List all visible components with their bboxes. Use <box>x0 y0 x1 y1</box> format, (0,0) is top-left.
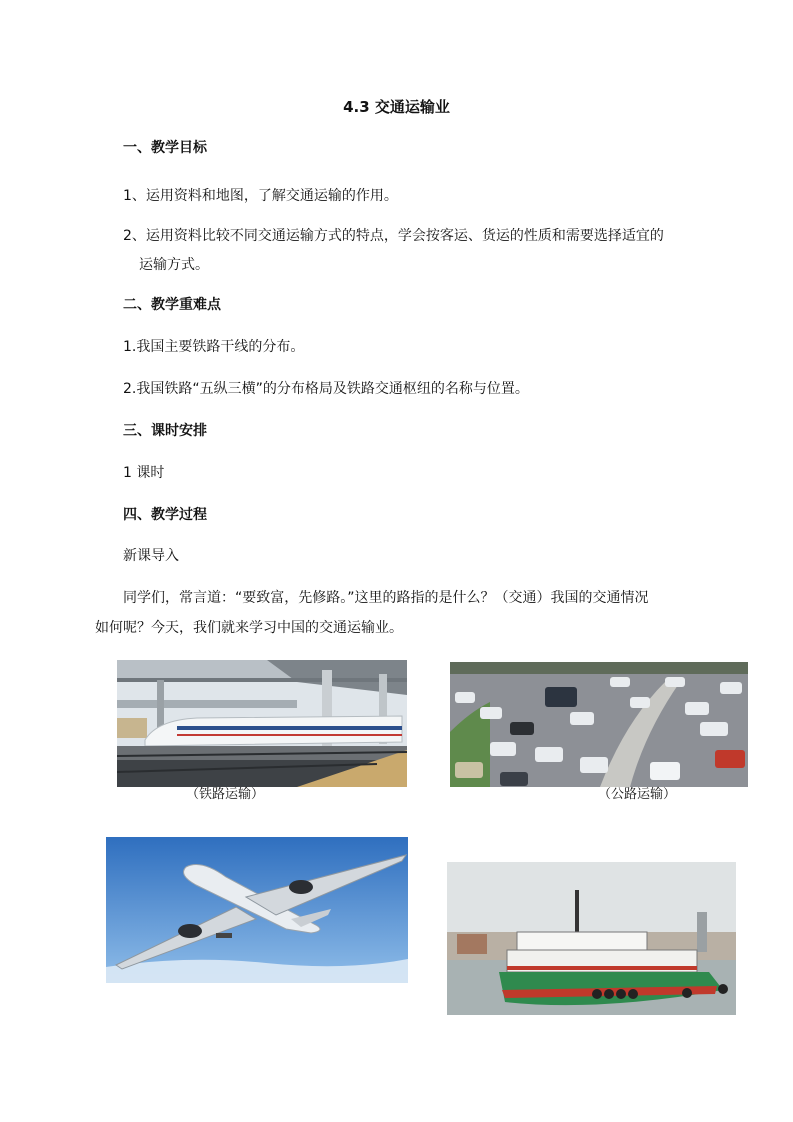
keypoint-item-2: 2.我国铁路“五纵三横”的分布格局及铁路交通枢纽的名称与位置。 <box>123 381 529 397</box>
keypoint-item-1: 1.我国主要铁路干线的分布。 <box>123 339 305 355</box>
heading-process: 四、教学过程 <box>123 507 207 523</box>
caption-road: （公路运输） <box>598 787 677 802</box>
goal-item-1: 1、运用资料和地图，了解交通运输的作用。 <box>123 188 398 204</box>
intro-paragraph-line-2: 如何呢？今天，我们就来学习中国的交通运输业。 <box>95 620 403 636</box>
photo-high-speed-train <box>117 660 407 787</box>
goal-item-2-line-1: 2、运用资料比较不同交通运输方式的特点，学会按客运、货运的性质和需要选择适宜的 <box>123 228 664 244</box>
intro-paragraph-line-1: 同学们，常言道：“要致富，先修路。”这里的路指的是什么？（交通）我国的交通情况 <box>123 590 649 606</box>
photo-airplane <box>106 837 408 983</box>
heading-schedule: 三、课时安排 <box>123 423 207 439</box>
heading-goals: 一、教学目标 <box>123 140 207 156</box>
intro-label: 新课导入 <box>123 548 179 564</box>
photo-highway-traffic <box>450 662 748 787</box>
caption-rail: （铁路运输） <box>186 787 265 802</box>
heading-keypoints: 二、教学重难点 <box>123 297 221 313</box>
schedule-text: 1 课时 <box>123 465 165 481</box>
page-title: 4.3 交通运输业 <box>343 98 450 116</box>
photo-ferry-boat <box>447 862 736 1015</box>
goal-item-2-line-2: 运输方式。 <box>139 257 209 273</box>
